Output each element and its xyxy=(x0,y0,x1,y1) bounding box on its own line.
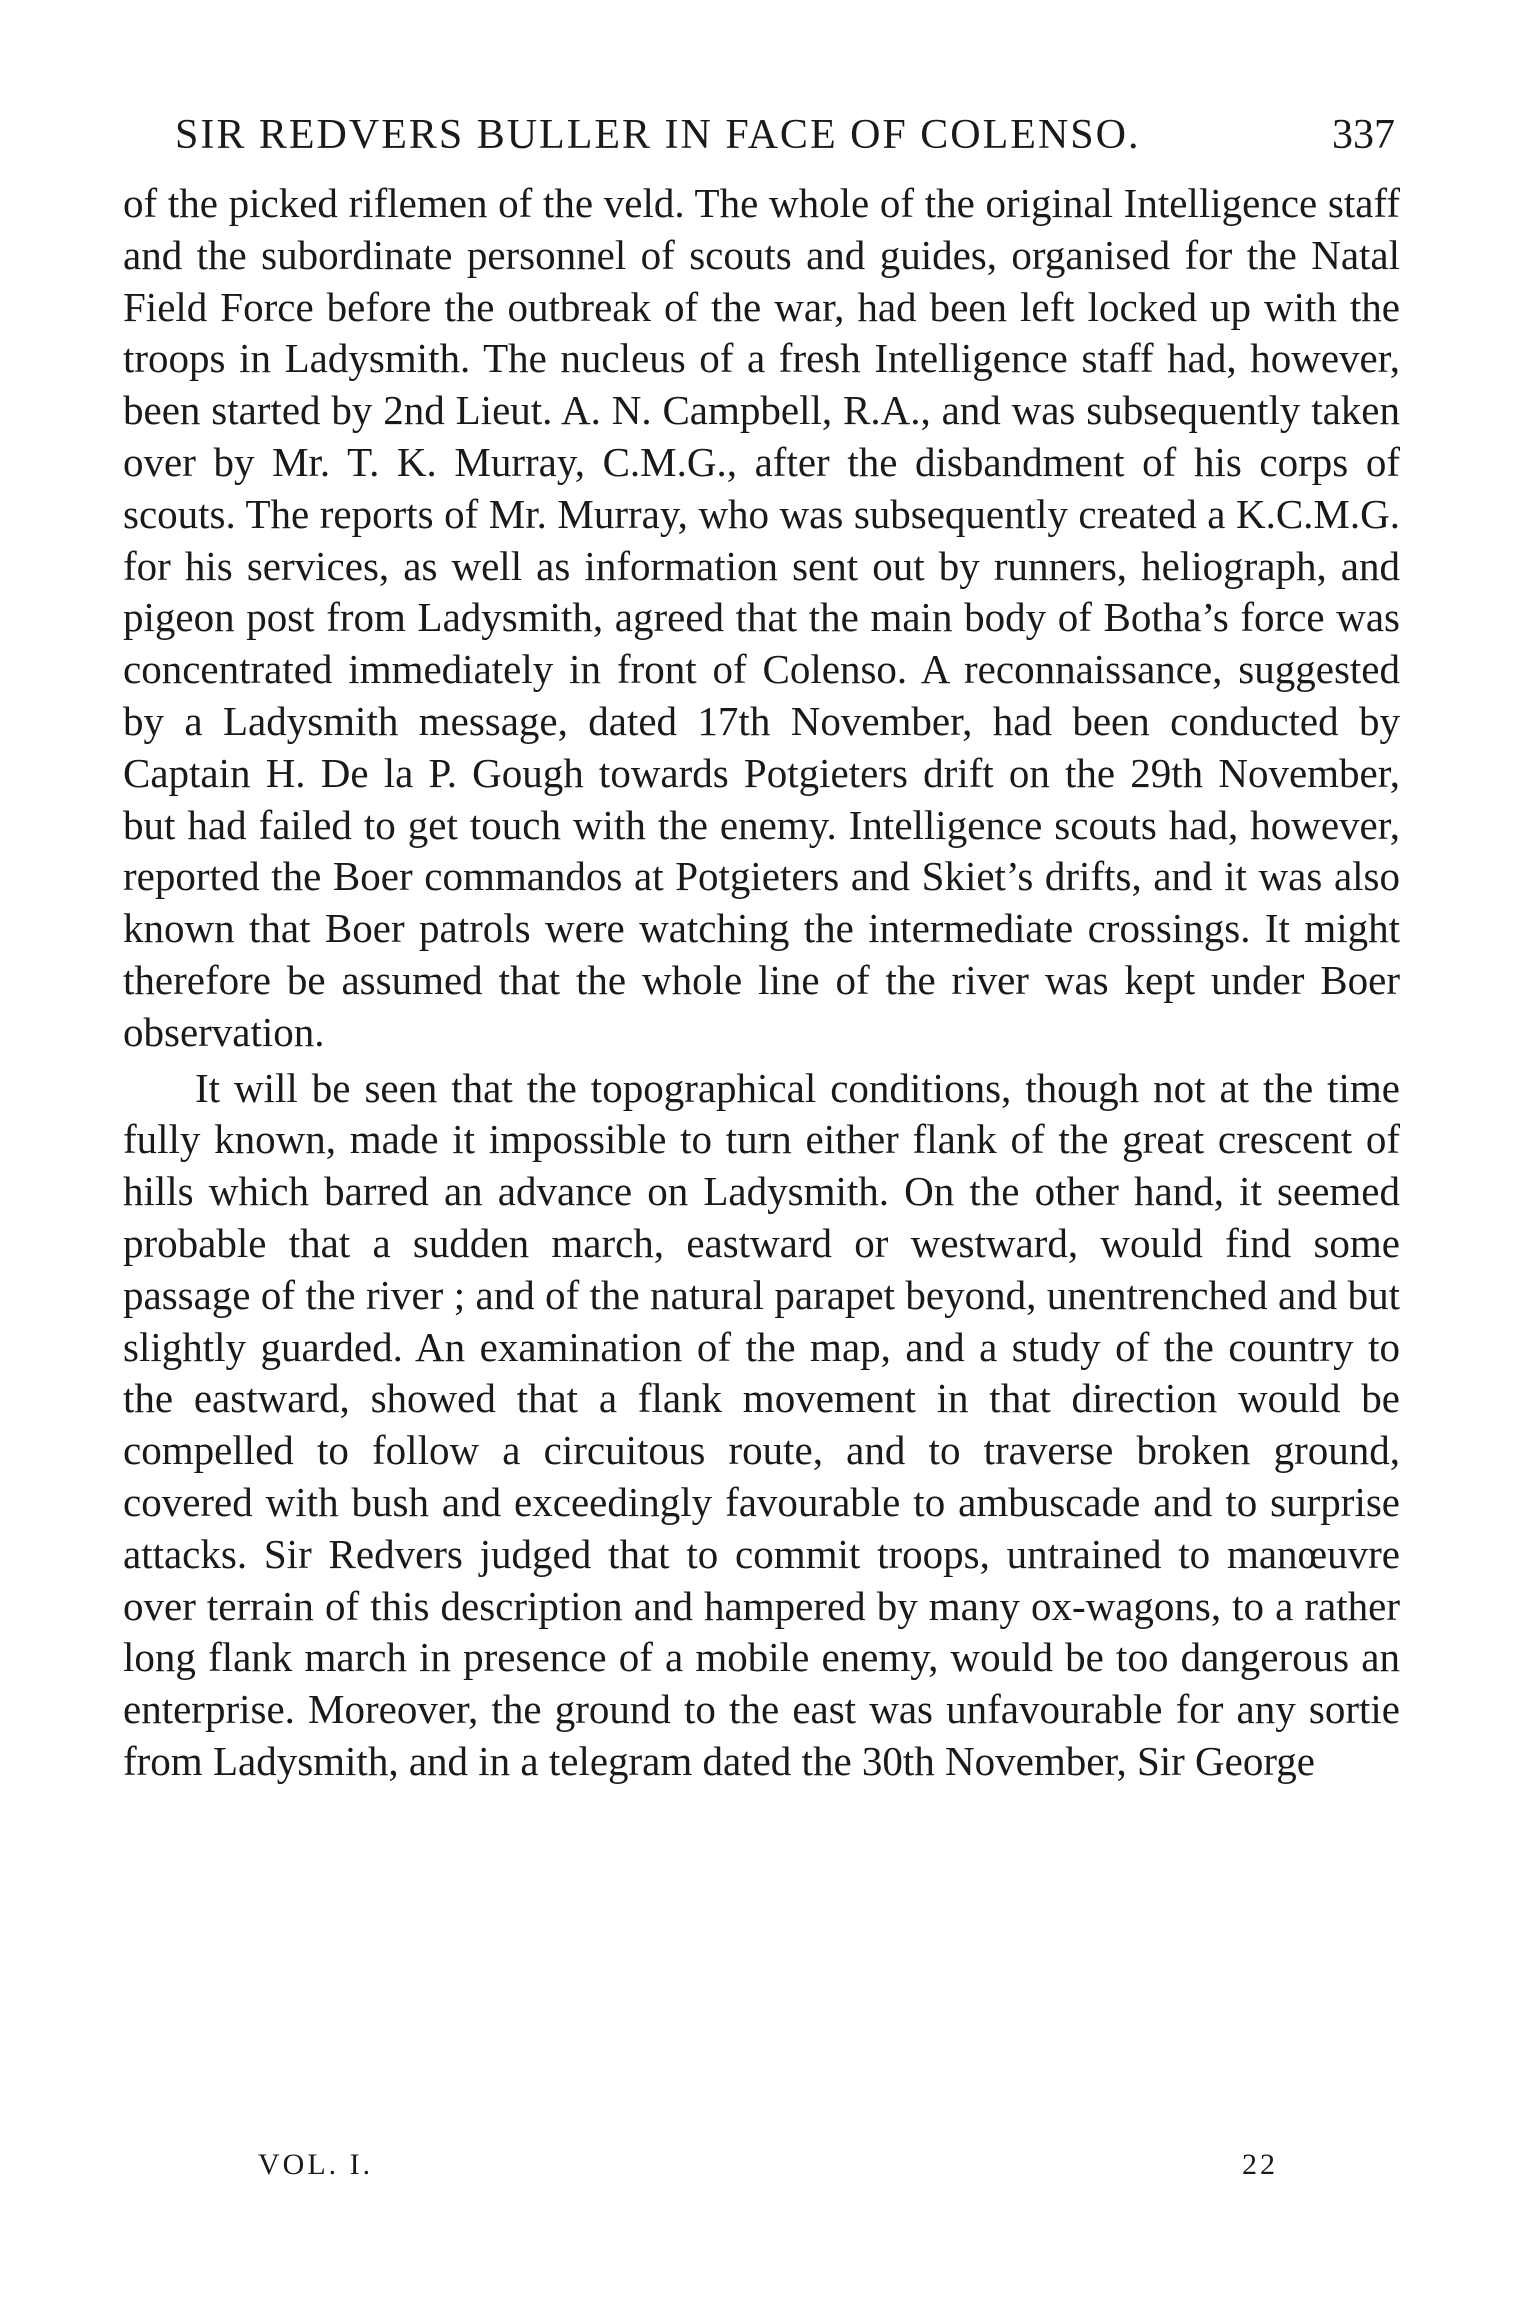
paragraph: It will be seen that the topographical conditions, though not at the time fully known, made it impossible to turn either flank of the great crescent of hills which barred an advance on Ladysmith. On the other hand, it seemed probable that a sudden march, eastward or westward, would find some passage of the river ; and of the natural parapet beyond, unentrenched and but slightly guarded. An examination of the map, and a study of the country to the eastward, showed that a flank movement in that direction would be compelled to follow a circuitous route, and to traverse broken ground, covered with bush and exceedingly favourable to ambuscade and to surprise attacks. Sir Redvers judged that to commit troops, untrained to manœuvre over terrain of this description and hampered by many ox-wagons, to a rather long flank march in presence of a mobile enemy, would be too dangerous an enterprise. Moreover, the ground to the east was unfavourable for any sortie from Ladysmith, and in a telegram dated the 30th November, Sir George xyxy=(123,1064,1400,1784)
body-text xyxy=(123,178,1400,1788)
page-number: 337 xyxy=(1332,112,1395,158)
page-footer xyxy=(258,2140,1278,2190)
paragraph-continued: of the picked riflemen of the veld. The whole of the original Intelligence staff and the subordinate personnel of scouts and guides, organised for the Natal Field Force before the outbreak of the war, had been left locked up with the troops in Ladysmith. The nucleus of a fresh Intelligence staff had, however, been started by 2nd Lieut. A. N. Campbell, R.A., and was subsequently taken over by Mr. T. K. Murray, C.M.G., after the disbandment of his corps of scouts. The reports of Mr. Murray, who was subsequently created a K.C.M.G. for his services, as well as information sent out by runners, heliograph, and pigeon post from Ladysmith, agreed that the main body of Botha’s force was concentrated immediately in front of Colenso. A reconnaissance, suggested by a Ladysmith message, dated 17th November, had been conducted by Captain H. De la P. Gough towards Potgieters drift on the 29th November, but had failed to get touch with the enemy. Intelligence scouts had, however, reported the Boer commandos at Potgieters and Skiet’s drifts, and it was also known that Boer patrols were watching the intermediate crossings. It might therefore be assumed that the whole line of the river was kept under Boer observation. xyxy=(123,180,1400,1055)
signature-mark: 22 xyxy=(1242,2148,1278,2181)
running-head xyxy=(175,105,1395,165)
volume-label: VOL. I. xyxy=(258,2148,374,2181)
chapter-title: SIR REDVERS BULLER IN FACE OF COLENSO. xyxy=(175,112,1141,158)
